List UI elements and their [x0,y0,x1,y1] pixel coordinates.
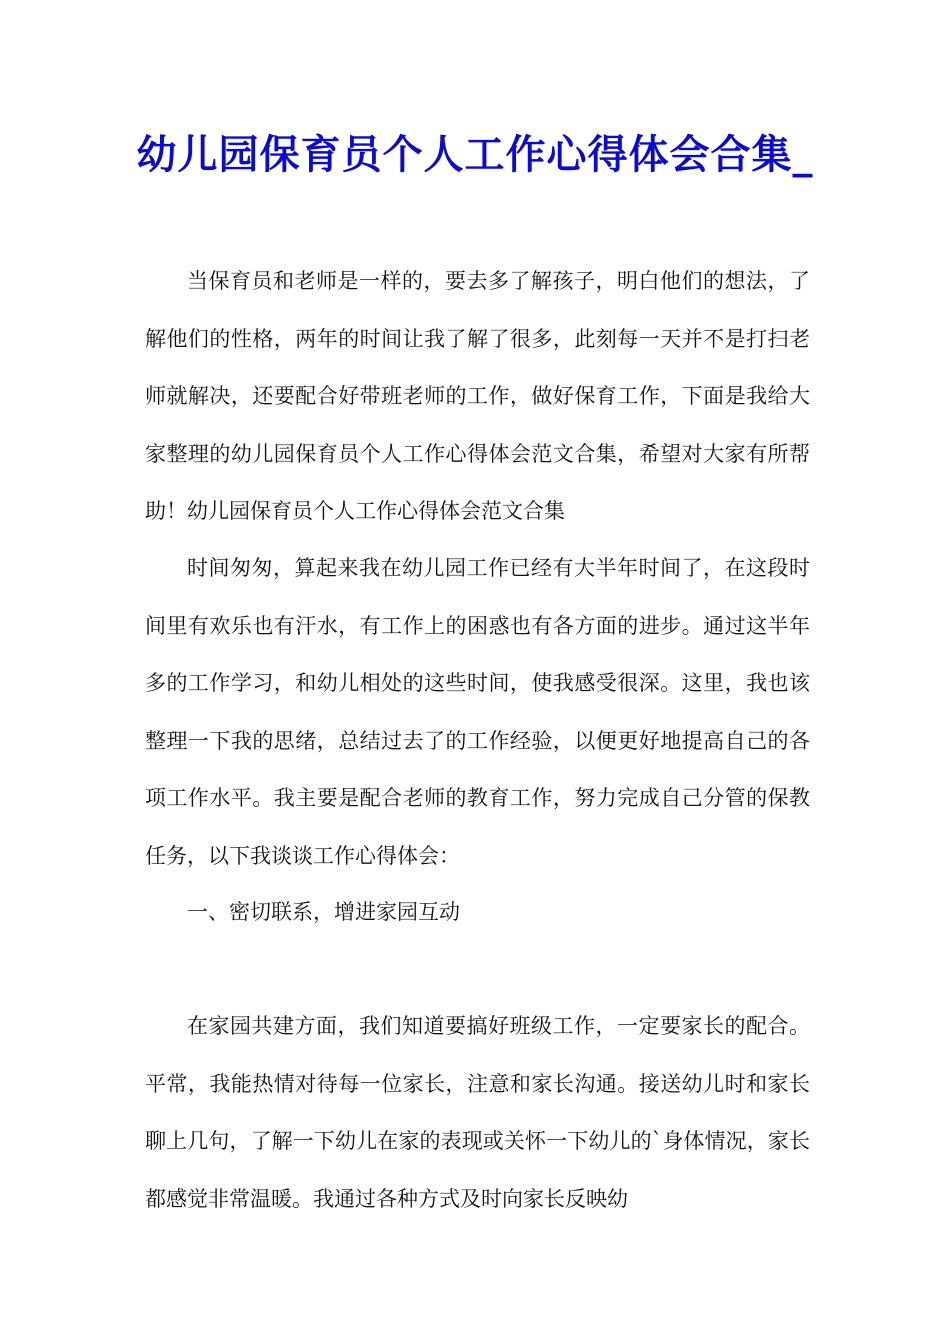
paragraph-intro: 当保育员和老师是一样的，要去多了解孩子，明白他们的想法，了解他们的性格，两年的时间让我了解了很多，此刻每一天并不是打扫老师就解决，还要配合好带班老师的工作，做好保育工作，下面是我给大家整理的幼儿园保育员个人工作心得体会范文合集，希望对大家有所帮助！幼儿园保育员个人工作心得体会范文合集 [145,269,810,523]
section-heading-1: 一、密切联系，增进家园互动 [187,900,460,924]
paragraph-home-school: 在家园共建方面，我们知道要搞好班级工作，一定要家长的配合。平常，我能热情对待每一位家长，注意和家长沟通。接送幼儿时和家长聊上几句，了解一下幼儿在家的表现或关怀一下幼儿的`身体情况，家长都感觉非常温暖。我通过各种方式及时向家长反映幼 [145,1014,810,1211]
paragraph-reflection: 时间匆匆，算起来我在幼儿园工作已经有大半年时间了，在这段时间里有欢乐也有汗水，有工作上的困惑也有各方面的进步。通过这半年多的工作学习，和幼儿相处的这些时间，使我感受很深。这里，我也该整理一下我的思绪，总结过去了的工作经验，以便更好地提高自己的各项工作水平。我主要是配合老师的教育工作，努力完成自己分管的保教任务，以下我谈谈工作心得体会： [145,556,810,868]
document-title: 幼儿园保育员个人工作心得体会合集_ [136,131,814,178]
